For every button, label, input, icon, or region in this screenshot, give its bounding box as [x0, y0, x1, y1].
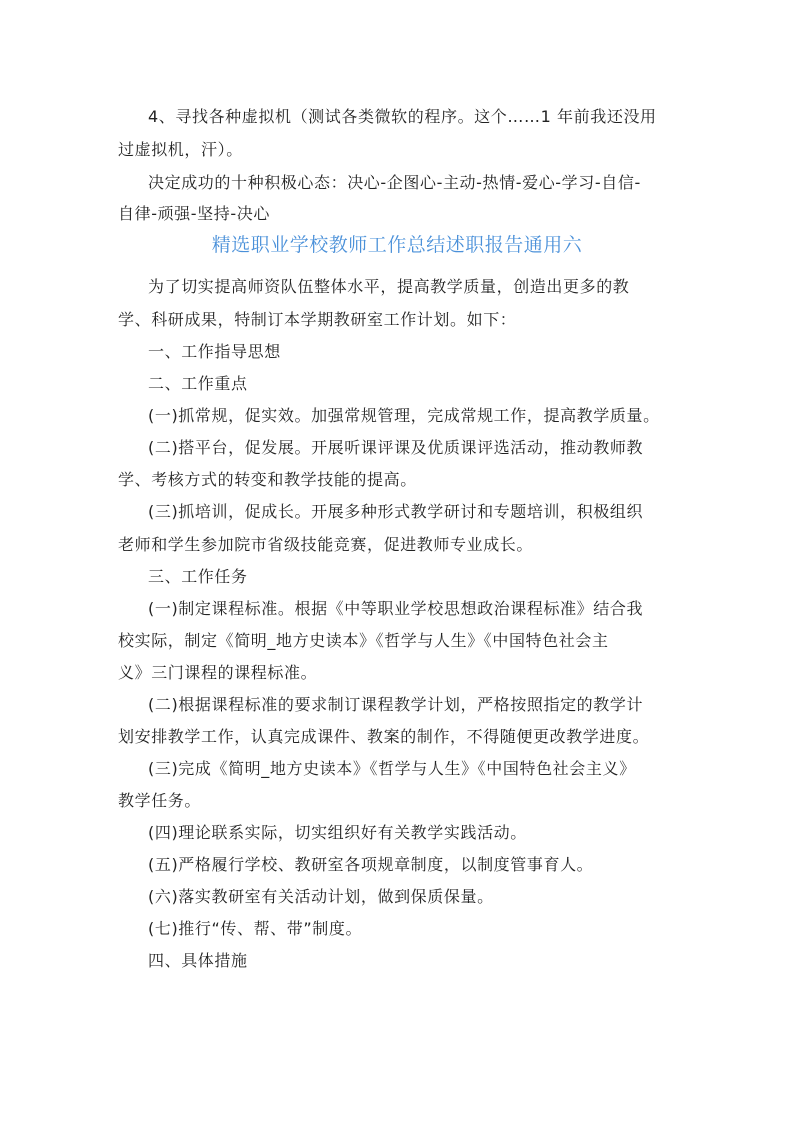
paragraph-line: (四)理论联系实际，切实组织好有关教学实践活动。 — [148, 823, 527, 842]
mindset-line2: 自律-顽强-坚持-决心 — [118, 204, 270, 223]
paragraph-line: 义》三门课程的课程标准。 — [118, 663, 318, 682]
section-heading: 四、具体措施 — [148, 951, 248, 970]
paragraph-line: 为了切实提高师资队伍整体水平，提高教学质量，创造出更多的教 — [148, 277, 630, 296]
paragraph-line: 校实际，制定《简明_地方史读本》《哲学与人生》《中国特色社会主 — [118, 631, 609, 650]
section-heading: 三、工作任务 — [148, 567, 248, 586]
section-heading: 一、工作指导思想 — [148, 342, 281, 361]
paragraph-line: 教学任务。 — [118, 791, 202, 810]
paragraph-line: (二)搭平台，促发展。开展听课评课及优质课评选活动，推动教师教 — [148, 438, 644, 457]
paragraph-line: (一)抓常规，促实效。加强常规管理，完成常规工作，提高教学质量。 — [148, 406, 660, 425]
section-heading: 二、工作重点 — [148, 374, 248, 393]
document-title: 精选职业学校教师工作总结述职报告通用六 — [211, 234, 583, 256]
paragraph-line: (一)制定课程标准。根据《中等职业学校思想政治课程标准》结合我 — [148, 599, 644, 618]
paragraph-line: 学、科研成果，特制订本学期教研室工作计划。如下： — [118, 310, 517, 329]
paragraph-line: (五)严格履行学校、教研室各项规章制度，以制度管事育人。 — [148, 855, 594, 874]
paragraph-line: 学、考核方式的转变和教学技能的提高。 — [118, 470, 417, 489]
item4-line1: 4、寻找各种虚拟机（测试各类微软的程序。这个……1 年前我还没用 — [148, 107, 657, 126]
paragraph-line: (三)完成《简明_地方史读本》《哲学与人生》《中国特色社会主义》 — [148, 759, 636, 778]
paragraph-line: (七)推行“传、帮、带”制度。 — [148, 919, 363, 938]
paragraph-line: 划安排教学工作，认真完成课件、教案的制作，不得随便更改教学进度。 — [118, 727, 650, 746]
paragraph-line: (二)根据课程标准的要求制订课程教学计划，严格按照指定的教学计 — [148, 695, 644, 714]
paragraph-line: 老师和学生参加院市省级技能竞赛，促进教师专业成长。 — [118, 535, 534, 554]
item4-line2: 过虚拟机，汗）。 — [118, 140, 243, 159]
paragraph-line: (三)抓培训，促成长。开展多种形式教学研讨和专题培训，积极组织 — [148, 502, 644, 521]
paragraph-line: (六)落实教研室有关活动计划，做到保质保量。 — [148, 887, 494, 906]
mindset-line1: 决定成功的十种积极心态：决心-企图心-主动-热情-爱心-学习-自信- — [148, 173, 641, 192]
